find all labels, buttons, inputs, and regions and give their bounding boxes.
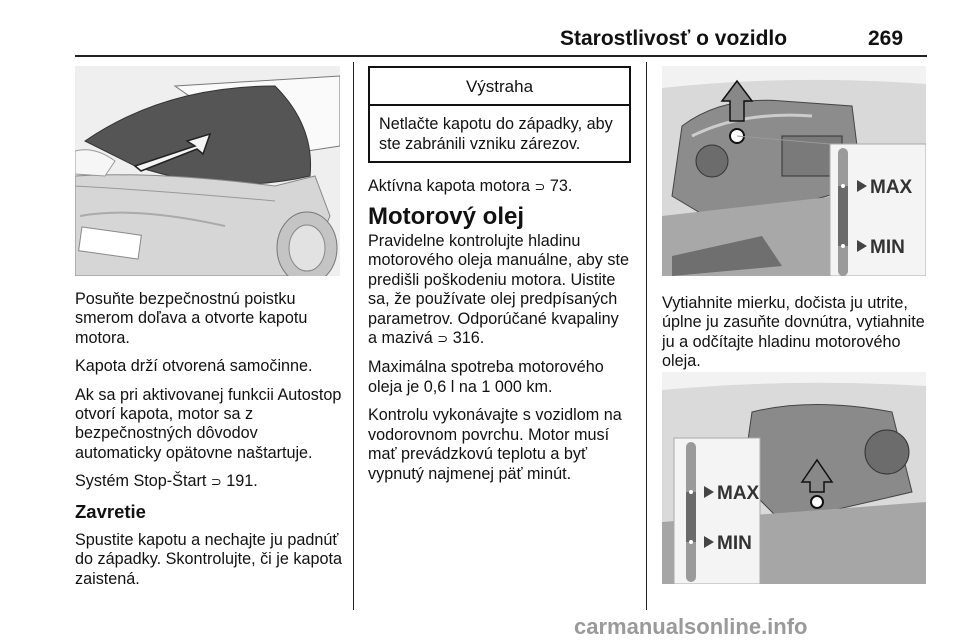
paragraph: Kapota drží otvorená samočinne. xyxy=(75,357,313,376)
max-label: MAX xyxy=(870,177,913,198)
column-separator-2 xyxy=(646,62,647,610)
warning-text: Netlačte kapotu do západky, aby ste zabránili vzniku zárezov. xyxy=(379,115,613,153)
hood-release-illustration xyxy=(75,66,340,276)
watermark: carmanualsonline.info xyxy=(574,614,808,639)
warning-box xyxy=(368,66,631,163)
page-reference-icon: ⊃ xyxy=(210,475,222,491)
subheading: Zavretie xyxy=(75,500,146,522)
paragraph xyxy=(368,177,631,197)
paragraph: Kontrolu vykonávajte s vozidlom na vodorovnom povrchu. Motor musí mať prevádzkovú teplotu a byť vypnutý najmenej päť minút. xyxy=(368,406,622,483)
page-reference: 316. xyxy=(452,329,485,348)
page-header-title: Starostlivosť o vozidlo xyxy=(560,27,788,50)
paragraph xyxy=(368,232,631,349)
page-reference-icon: ⊃ xyxy=(437,332,449,348)
max-label: MAX xyxy=(717,483,760,504)
page-reference: 191. xyxy=(226,472,258,491)
right-column xyxy=(662,294,930,381)
page-reference-icon: ⊃ xyxy=(534,180,546,196)
min-label: MIN xyxy=(717,533,752,554)
engine-dipstick-illustration-2 xyxy=(662,372,926,584)
paragraph: Maximálna spotreba motorového oleja je 0,6 l na 1 000 km. xyxy=(368,358,604,396)
middle-column xyxy=(368,66,631,493)
paragraph-text: Pravidelne kontrolujte hladinu motorového oleja manuálne, aby ste predišli poškodeniu motora. Uistite sa, že používate olej predpísaných parametrov. Odporúčané kvapaliny a mazivá xyxy=(368,232,629,348)
section-heading: Motorový olej xyxy=(368,202,525,230)
page-reference: 73. xyxy=(549,177,573,196)
page-number: 269 xyxy=(868,27,904,50)
paragraph: Ak sa pri aktivovanej funkcii Autostop otvorí kapota, motor sa z bezpečnostných dôvodov automaticky opätovne naštartuje. xyxy=(75,385,342,462)
paragraph xyxy=(75,472,347,492)
warning-title: Výstraha xyxy=(370,68,629,106)
engine-dipstick-illustration-1 xyxy=(662,66,926,276)
paragraph-text: Systém Stop-Štart xyxy=(75,472,211,491)
column-separator-1 xyxy=(353,62,354,610)
paragraph: Vytiahnite mierku, dočista ju utrite, úplne ju zasuňte dovnútra, vytiahnite ju a odčítajte hladinu motorového oleja. xyxy=(662,294,925,371)
paragraph: Spustite kapotu a nechajte ju padnúť do západky. Skontrolujte, či je kapota zaistená. xyxy=(75,531,342,588)
header-rule xyxy=(75,55,927,57)
paragraph: Posuňte bezpečnostnú poistku smerom doľava a otvorte kapotu motora. xyxy=(75,290,308,347)
paragraph-text: Aktívna kapota motora xyxy=(368,177,535,196)
min-label: MIN xyxy=(870,237,905,258)
left-column xyxy=(75,290,347,598)
